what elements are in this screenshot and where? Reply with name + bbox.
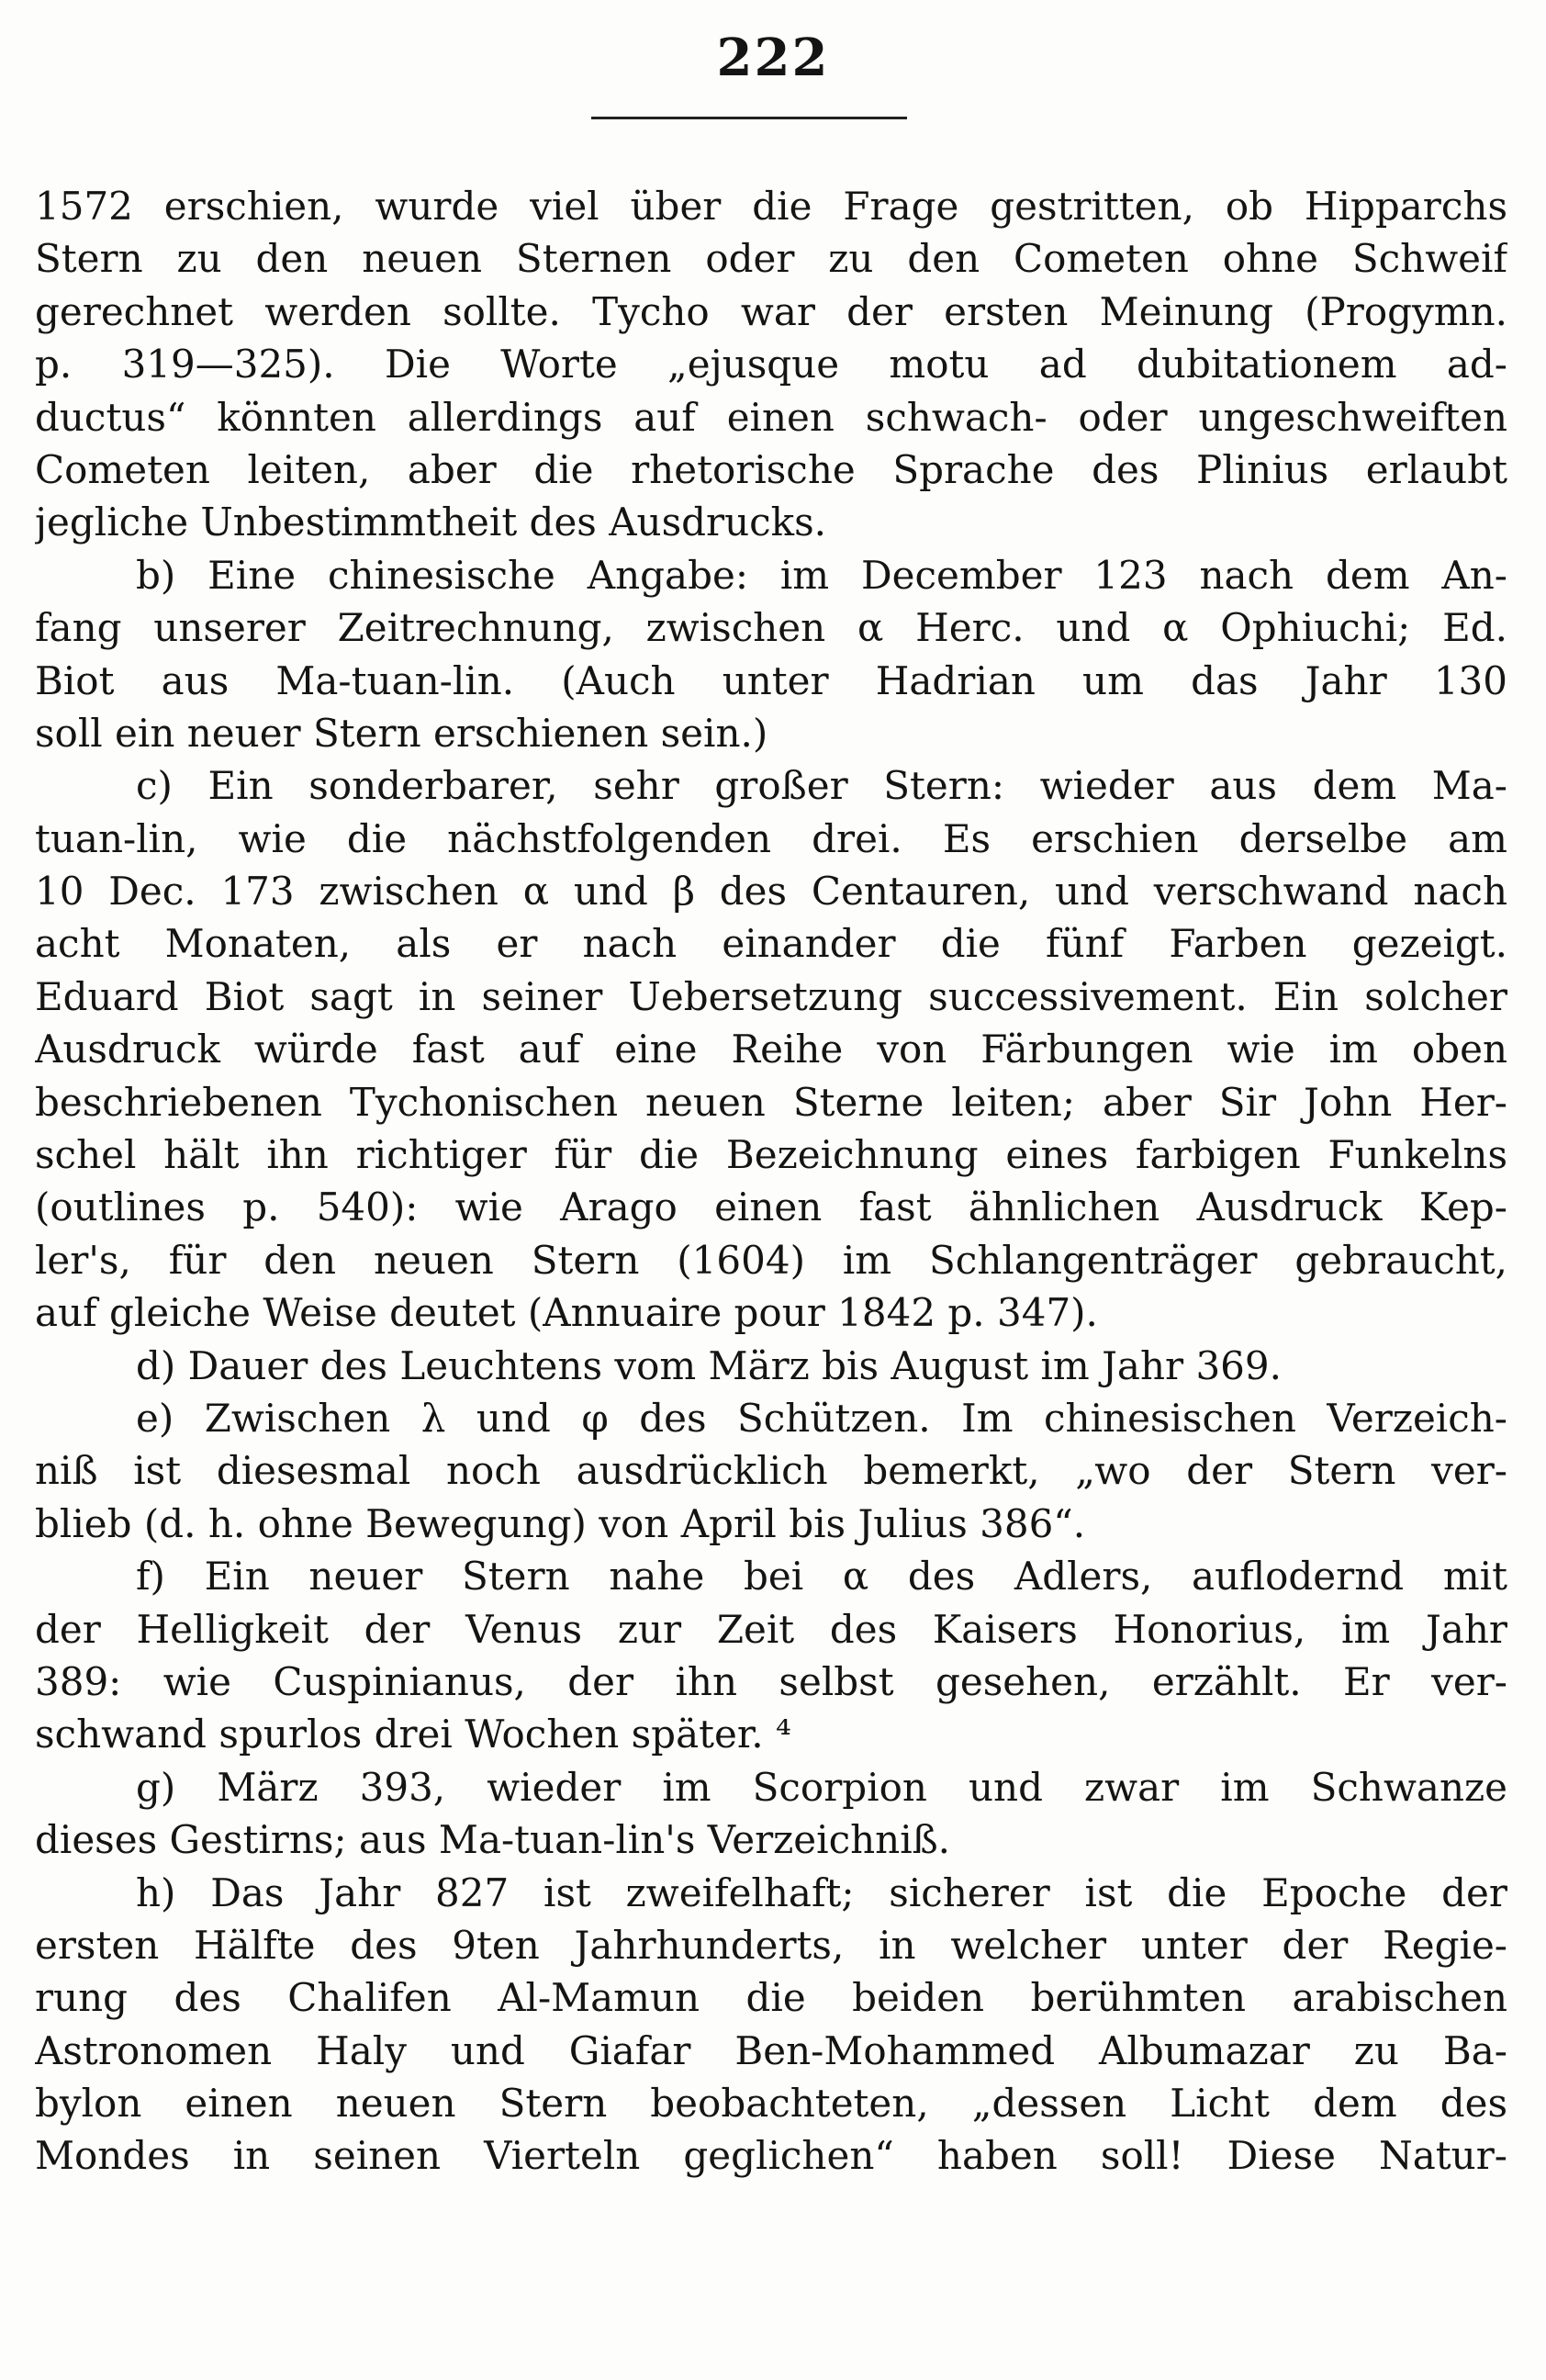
text-line: schel hält ihn richtiger für die Bezeichnung eines farbigen Funkelns [35, 1132, 1507, 1178]
text-line: ersten Hälfte des 9ten Jahrhunderts, in welcher unter der Regie- [35, 1922, 1507, 1968]
text-line: 10 Dec. 173 zwischen α und β des Centauren, und verschwand nach [35, 869, 1507, 915]
text-line: Stern zu den neuen Sternen oder zu den Cometen ohne Schweif [35, 236, 1507, 282]
text-line: Astronomen Haly und Giafar Ben-Mohammed Albumazar zu Ba- [35, 2027, 1507, 2073]
text-line: bylon einen neuen Stern beobachteten, „dessen Licht dem des [35, 2081, 1507, 2127]
text-line: Mondes in seinen Vierteln geglichen“ haben soll! Diese Natur- [35, 2133, 1507, 2179]
text-line: d) Dauer des Leuchtens vom März bis August im Jahr 369. [136, 1342, 1282, 1388]
text-line: Biot aus Ma-tuan-lin. (Auch unter Hadrian um das Jahr 130 [35, 657, 1507, 703]
text-line: f) Ein neuer Stern nahe bei α des Adlers, auflodernd mit [136, 1554, 1507, 1600]
text-line: b) Eine chinesische Angabe: im December 123 nach dem An- [136, 552, 1507, 598]
text-line: 1572 erschien, wurde viel über die Frage gestritten, ob Hipparchs [35, 184, 1507, 229]
text-line: ductus“ könnten allerdings auf einen schwach- oder ungeschweiften [35, 394, 1507, 440]
text-line: beschriebenen Tychonischen neuen Sterne leiten; aber Sir John Her- [35, 1079, 1507, 1125]
text-line: Ausdruck würde fast auf eine Reihe von Färbungen wie im oben [35, 1027, 1507, 1072]
text-line: ler's, für den neuen Stern (1604) im Schlangenträger gebraucht, [35, 1237, 1507, 1283]
body-text [35, 180, 1507, 2183]
text-line: acht Monaten, als er nach einander die fünf Farben gezeigt. [35, 921, 1507, 967]
text-line: rung des Chalifen Al-Mamun die beiden berühmten arabischen [35, 1975, 1507, 2021]
text-line: h) Das Jahr 827 ist zweifelhaft; sicherer ist die Epoche der [136, 1869, 1507, 1915]
text-line: c) Ein sonderbarer, sehr großer Stern: wieder aus dem Ma- [136, 763, 1507, 809]
text-line: der Helligkeit der Venus zur Zeit des Kaisers Honorius, im Jahr [35, 1606, 1507, 1652]
header-rule [591, 117, 907, 119]
text-line: fang unserer Zeitrechnung, zwischen α Herc. und α Ophiuchi; Ed. [35, 605, 1507, 651]
text-line: auf gleiche Weise deutet (Annuaire pour 1842 p. 347). [35, 1290, 1098, 1336]
page-number: 222 [716, 28, 830, 88]
text-line: jegliche Unbestimmtheit des Ausdrucks. [35, 500, 827, 545]
text-line: dieses Gestirns; aus Ma-tuan-lin's Verzeichniß. [35, 1817, 951, 1863]
text-line: 389: wie Cuspinianus, der ihn selbst gesehen, erzählt. Er ver- [35, 1658, 1507, 1704]
text-line: niß ist diesesmal noch ausdrücklich bemerkt, „wo der Stern ver- [35, 1448, 1507, 1494]
text-line: Cometen leiten, aber die rhetorische Sprache des Plinius erlaubt [35, 446, 1507, 492]
text-line: (outlines p. 540): wie Arago einen fast ähnlichen Ausdruck Kep- [35, 1184, 1507, 1230]
text-line: g) März 393, wieder im Scorpion und zwar im Schwanze [136, 1764, 1507, 1810]
text-line: soll ein neuer Stern erschienen sein.) [35, 710, 768, 756]
text-line: Eduard Biot sagt in seiner Uebersetzung successivement. Ein solcher [35, 973, 1507, 1019]
text-line: blieb (d. h. ohne Bewegung) von April bis Julius 386“. [35, 1500, 1086, 1546]
text-line: p. 319—325). Die Worte „ejusque motu ad dubitationem ad- [35, 342, 1507, 387]
text-line: tuan-lin, wie die nächstfolgenden drei. Es erschien derselbe am [35, 815, 1507, 861]
text-line: gerechnet werden sollte. Tycho war der ersten Meinung (Progymn. [35, 288, 1507, 334]
text-line: schwand spurlos drei Wochen später. ⁴ [35, 1712, 791, 1757]
text-line: e) Zwischen λ und φ des Schützen. Im chinesischen Verzeich- [136, 1395, 1507, 1441]
